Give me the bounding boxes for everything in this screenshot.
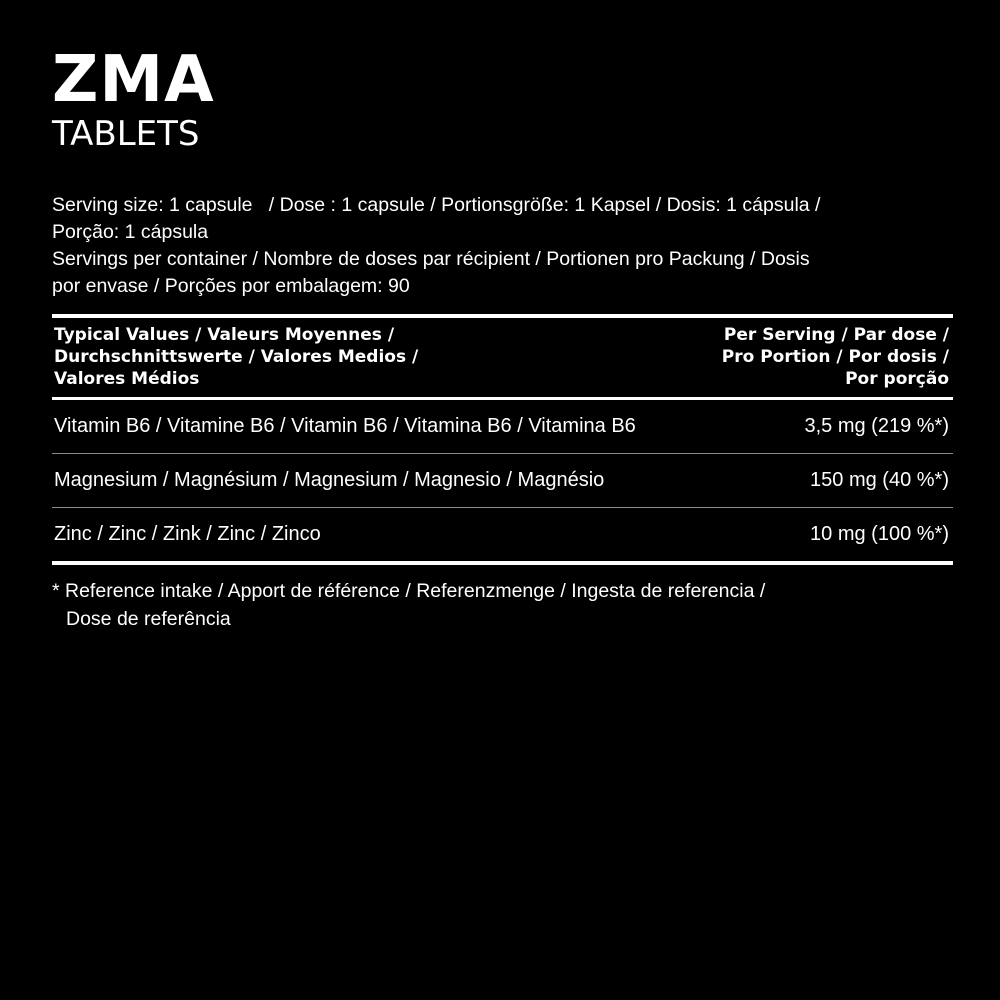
header-per-serving	[689, 324, 949, 390]
nutrient-value: 150 mg (40 %*)	[810, 469, 949, 491]
nutrition-label	[52, 44, 953, 633]
table-row	[52, 400, 953, 454]
header-left-line: Valores Médios	[54, 369, 200, 389]
header-right-line: Por porção	[845, 369, 949, 389]
reference-footnote	[52, 577, 953, 633]
table-header	[52, 318, 953, 400]
table-row	[52, 508, 953, 561]
header-typical-values	[54, 324, 494, 390]
nutrient-value: 10 mg (100 %*)	[810, 523, 949, 545]
footnote-line: * Reference intake / Apport de référence / Referenzmenge / Ingesta de referencia /	[52, 580, 766, 602]
product-subtitle: TABLETS	[52, 114, 200, 154]
nutrient-value: 3,5 mg (219 %*)	[804, 415, 949, 437]
serving-info	[52, 192, 953, 300]
table-row	[52, 454, 953, 508]
header-left-line: Durchschnittswerte / Valores Medios /	[54, 347, 419, 367]
serving-size-line: Serving size: 1 capsule / Dose : 1 capsule / Portionsgröße: 1 Kapsel / Dosis: 1 cápsula /	[52, 194, 821, 216]
product-title: ZMA	[52, 43, 215, 117]
header-left-line: Typical Values / Valeurs Moyennes /	[54, 325, 395, 345]
serving-size-line-cont: Porção: 1 cápsula	[52, 221, 209, 243]
header-right-line: Pro Portion / Por dosis /	[721, 347, 949, 367]
servings-per-container-line: Servings per container / Nombre de doses par récipient / Portionen pro Packung / Dosis	[52, 248, 810, 270]
nutrient-name: Vitamin B6 / Vitamine B6 / Vitamin B6 / Vitamina B6 / Vitamina B6	[54, 415, 636, 437]
header-right-line: Per Serving / Par dose /	[723, 325, 949, 345]
nutrient-name: Magnesium / Magnésium / Magnesium / Magnesio / Magnésio	[54, 469, 605, 491]
nutrient-name: Zinc / Zinc / Zink / Zinc / Zinco	[54, 523, 321, 545]
servings-per-container-line-cont: por envase / Porções por embalagem: 90	[52, 275, 410, 297]
nutrition-table	[52, 314, 953, 565]
footnote-line-cont: Dose de referência	[66, 608, 231, 630]
